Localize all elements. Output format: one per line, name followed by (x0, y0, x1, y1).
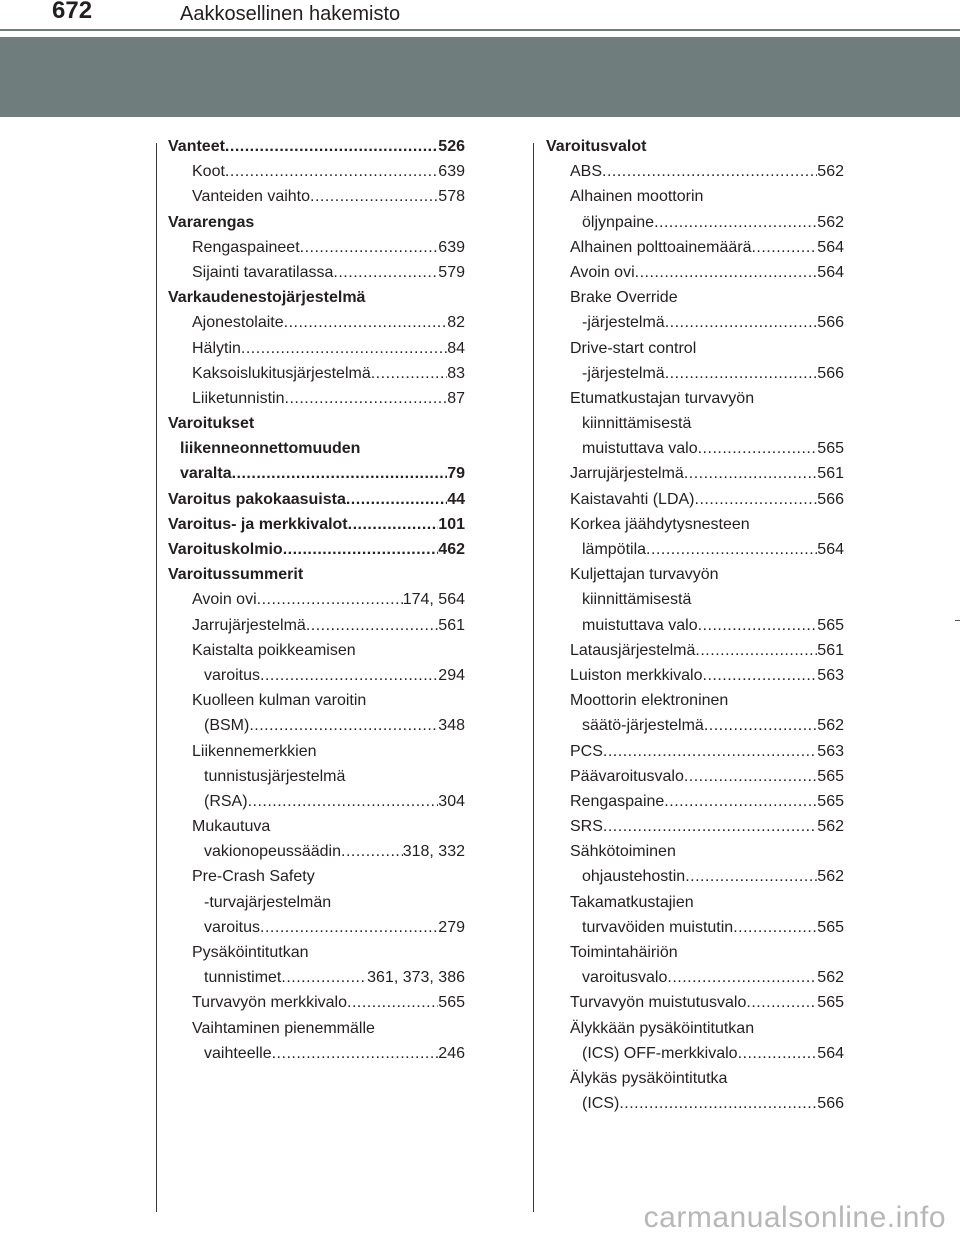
index-entry (168, 285, 465, 310)
dot-leader (225, 159, 438, 184)
index-entry (168, 764, 465, 789)
entry-page: 79 (447, 465, 465, 483)
entry-page: 562 (817, 818, 844, 836)
entry-page: 462 (438, 541, 465, 558)
entry-label: Koot (192, 163, 225, 181)
dot-leader (272, 1041, 439, 1066)
index-entry (546, 1066, 844, 1091)
index-entry (168, 739, 465, 764)
entry-label: Drive-start control (570, 339, 697, 357)
index-entry (168, 663, 465, 688)
dot-leader (684, 461, 817, 486)
entry-label: Rengaspaine (570, 792, 665, 810)
dot-leader (257, 587, 403, 612)
entry-label: tunnistimet (204, 969, 282, 987)
index-entry (546, 663, 844, 688)
dot-leader (225, 134, 438, 159)
dot-leader (654, 210, 817, 235)
entry-page: 562 (817, 163, 844, 181)
dot-leader (260, 915, 438, 940)
index-entry (546, 864, 844, 889)
entry-label: Vanteiden vaihto (192, 188, 311, 206)
entry-label: vakionopeussäädin (204, 843, 341, 861)
index-entry (168, 159, 465, 184)
entry-label: muistuttava valo (582, 440, 698, 458)
right-index-column (546, 134, 846, 1116)
dot-leader (704, 713, 817, 738)
entry-page: 294 (438, 666, 465, 684)
entry-label: liikenneonnettomuuden (180, 440, 361, 458)
entry-label: öljynpaine (582, 213, 655, 231)
entry-page: 565 (817, 440, 844, 458)
entry-page: 562 (817, 717, 844, 735)
entry-page: 565 (817, 792, 844, 810)
dot-leader (684, 764, 817, 789)
entry-label: varoitus (204, 918, 261, 936)
left-index-column (168, 134, 468, 1066)
index-entry (168, 537, 465, 562)
dot-leader (667, 965, 817, 990)
index-entry (168, 436, 465, 461)
dot-leader (348, 512, 439, 537)
index-entry (168, 990, 465, 1015)
index-entry (168, 487, 465, 512)
dot-leader (665, 310, 818, 335)
dot-leader (284, 310, 448, 335)
dot-leader (347, 990, 438, 1015)
entry-page: 174, 564 (402, 591, 465, 609)
entry-label: varalta (180, 465, 232, 483)
entry-page: 561 (817, 641, 844, 659)
index-entry (546, 210, 844, 235)
entry-label: Turvavyön muistutusvalo (570, 994, 747, 1012)
entry-label: Kaistavahti (LDA) (570, 490, 695, 508)
entry-page: 566 (817, 314, 844, 332)
index-entry (168, 210, 465, 235)
index-entry (546, 336, 844, 361)
entry-page: 101 (438, 515, 465, 533)
index-entry (168, 386, 465, 411)
entry-label: (ICS) (582, 1095, 620, 1113)
dot-leader (603, 739, 817, 764)
dot-leader (346, 487, 447, 512)
index-entry (546, 890, 844, 915)
section-title: Aakkosellinen hakemisto (180, 3, 401, 25)
entry-page: 526 (438, 138, 465, 155)
entry-page: 565 (817, 767, 844, 785)
entry-label: Varoitusvalot (546, 138, 647, 155)
index-entry (168, 915, 465, 940)
entry-label: Alhainen polttoainemäärä (570, 238, 752, 256)
dot-leader (341, 839, 403, 864)
dot-leader (333, 260, 438, 285)
entry-label: varoitusvalo (582, 969, 668, 987)
dot-leader (371, 361, 447, 386)
entry-label: Ajonestolaite (192, 314, 284, 332)
entry-page: 565 (438, 994, 465, 1012)
dot-leader (241, 336, 447, 361)
entry-label: Moottorin elektroninen (570, 692, 729, 710)
entry-page: 578 (438, 188, 465, 206)
entry-label: Etumatkustajan turvavyön (570, 389, 755, 407)
header-banner (0, 37, 960, 117)
entry-label: Varoitukset (168, 415, 255, 433)
dot-leader (738, 1041, 818, 1066)
index-entry (546, 461, 844, 486)
entry-label: Vararengas (168, 213, 255, 231)
entry-page: 639 (438, 238, 465, 256)
entry-page: 579 (438, 263, 465, 281)
entry-page: 246 (438, 1044, 465, 1062)
entry-page: 562 (817, 213, 844, 231)
dot-leader (603, 814, 817, 839)
index-entry (168, 587, 465, 612)
dot-leader (698, 613, 818, 638)
entry-label: turvavöiden muistutin (582, 918, 734, 936)
index-entry (546, 613, 844, 638)
dot-leader (619, 1091, 817, 1116)
entry-page: 561 (438, 616, 465, 634)
index-entry (546, 764, 844, 789)
index-entry (168, 789, 465, 814)
index-entry (546, 990, 844, 1015)
entry-page: 561 (817, 465, 844, 483)
index-entry (168, 512, 465, 537)
dot-leader (698, 436, 818, 461)
dot-leader (695, 487, 818, 512)
index-entry (546, 260, 844, 285)
index-entry (546, 965, 844, 990)
index-entry (168, 638, 465, 663)
index-entry (546, 184, 844, 209)
index-entry (168, 184, 465, 209)
entry-label: tunnistusjärjestelmä (204, 767, 346, 785)
entry-page: 562 (817, 969, 844, 987)
index-entry (546, 814, 844, 839)
entry-label: Älykkään pysäköintitutkan (570, 1019, 755, 1037)
entry-label: Jarrujärjestelmä (192, 616, 306, 634)
entry-label: Alhainen moottorin (570, 188, 704, 206)
entry-page: 564 (817, 238, 844, 256)
index-entry (546, 839, 844, 864)
entry-page: 564 (817, 1044, 844, 1062)
entry-label: Vaihtaminen pienemmälle (192, 1019, 375, 1037)
index-entry (546, 562, 844, 587)
entry-label: Päävaroitusvalo (570, 767, 684, 785)
entry-label: Kaistalta poikkeamisen (192, 641, 356, 659)
entry-label: Avoin ovi (570, 263, 635, 281)
entry-page: 562 (817, 868, 844, 886)
page-number: 672 (52, 0, 93, 24)
index-entry (546, 310, 844, 335)
index-entry (168, 562, 465, 587)
index-entry (546, 915, 844, 940)
entry-label: Hälytin (192, 339, 241, 357)
entry-label: Varoitus pakokaasuista (168, 490, 346, 508)
entry-label: kiinnittämisestä (582, 591, 692, 609)
entry-page: 564 (817, 263, 844, 281)
index-entry (168, 688, 465, 713)
entry-label: -järjestelmä (582, 364, 665, 382)
entry-label: Brake Override (570, 289, 678, 307)
entry-page: 84 (447, 339, 465, 357)
entry-label: Vanteet (168, 138, 225, 155)
index-entry (168, 361, 465, 386)
index-entry (546, 789, 844, 814)
index-entry (168, 890, 465, 915)
index-entry (546, 235, 844, 260)
entry-label: Varoitus- ja merkkivalot (168, 515, 348, 533)
entry-label: Varoitussummerit (168, 566, 304, 584)
dot-leader (283, 537, 439, 562)
entry-page: 44 (447, 490, 465, 508)
entry-label: Sähkötoiminen (570, 843, 676, 861)
entry-label: Korkea jäähdytysnesteen (570, 515, 750, 533)
dot-leader (703, 663, 818, 688)
entry-page: 304 (438, 792, 465, 810)
index-entry (168, 461, 465, 486)
dot-leader (300, 235, 439, 260)
entry-label: muistuttava valo (582, 616, 698, 634)
entry-label: (ICS) OFF-merkkivalo (582, 1044, 738, 1062)
entry-page: 565 (817, 918, 844, 936)
dot-leader (635, 260, 818, 285)
index-entry (546, 386, 844, 411)
index-entry (546, 361, 844, 386)
index-entry (168, 310, 465, 335)
entry-page: 82 (447, 314, 465, 332)
dot-leader (248, 789, 439, 814)
index-entry (546, 713, 844, 738)
left-column-rule (156, 143, 157, 1212)
entry-label: Kuljettajan turvavyön (570, 566, 719, 584)
dot-leader (664, 789, 817, 814)
entry-page: 565 (817, 616, 844, 634)
entry-label: (BSM) (204, 717, 250, 735)
entry-page: 639 (438, 163, 465, 181)
index-entry (168, 965, 465, 990)
entry-label: Varkaudenestojärjestelmä (168, 289, 366, 307)
entry-label: PCS (570, 742, 603, 760)
index-entry (168, 260, 465, 285)
index-entry (546, 1091, 844, 1116)
entry-label: -turvajärjestelmän (204, 893, 332, 911)
index-entry (546, 537, 844, 562)
entry-label: (RSA) (204, 792, 248, 810)
entry-label: kiinnittämisestä (582, 415, 692, 433)
entry-label: varoitus (204, 666, 261, 684)
index-entry (168, 1016, 465, 1041)
entry-label: Rengaspaineet (192, 238, 300, 256)
entry-label: Turvavyön merkkivalo (192, 994, 348, 1012)
entry-page: 83 (447, 364, 465, 382)
entry-label: Pysäköintitutkan (192, 944, 309, 961)
dot-leader (746, 990, 817, 1015)
header-rule (0, 29, 960, 31)
entry-label: Kuolleen kulman varoitin (192, 692, 367, 710)
entry-page: 566 (817, 364, 844, 382)
index-entry (168, 411, 465, 436)
margin-tick (955, 620, 960, 621)
index-entry (168, 814, 465, 839)
entry-label: ABS (570, 163, 603, 181)
entry-label: Sijainti tavaratilassa (192, 263, 334, 281)
index-entry (546, 688, 844, 713)
index-entry (168, 336, 465, 361)
entry-label: Takamatkustajien (570, 893, 694, 911)
dot-leader (232, 461, 448, 486)
right-column-rule (533, 143, 534, 1212)
index-entry (546, 512, 844, 537)
index-entry (168, 713, 465, 738)
entry-label: Kaksoislukitusjärjestelmä (192, 364, 371, 382)
entry-label: SRS (570, 818, 603, 836)
entry-label: Liikennemerkkien (192, 742, 317, 760)
index-entry (546, 436, 844, 461)
entry-page: 348 (438, 717, 465, 735)
index-entry (168, 864, 465, 889)
index-entry (168, 1041, 465, 1066)
dot-leader (751, 235, 817, 260)
entry-page: 564 (817, 541, 844, 558)
dot-leader (733, 915, 817, 940)
entry-label: Varoituskolmio (168, 541, 283, 558)
entry-label: Liiketunnistin (192, 389, 285, 407)
entry-label: Avoin ovi (192, 591, 257, 609)
dot-leader (602, 159, 817, 184)
index-entry (546, 411, 844, 436)
entry-label: Pre-Crash Safety (192, 868, 315, 886)
entry-page: 361, 373, 386 (367, 969, 465, 987)
dot-leader (260, 663, 438, 688)
entry-label: säätö-järjestelmä (582, 717, 704, 735)
index-entry (546, 487, 844, 512)
index-entry (546, 134, 844, 159)
index-entry (546, 940, 844, 965)
index-entry (546, 285, 844, 310)
dot-leader (285, 386, 448, 411)
entry-label: Luiston merkkivalo (570, 666, 703, 684)
index-entry (546, 1041, 844, 1066)
index-entry (546, 1016, 844, 1041)
entry-page: 565 (817, 994, 844, 1012)
index-entry (168, 134, 465, 159)
entry-label: Älykäs pysäköintitutka (570, 1069, 728, 1087)
index-entry (168, 940, 465, 965)
dot-leader (695, 638, 817, 663)
dot-leader (685, 864, 817, 889)
dot-leader (306, 613, 438, 638)
entry-page: 279 (438, 918, 465, 936)
entry-page: 87 (447, 389, 465, 407)
entry-label: Toimintahäiriön (570, 944, 678, 961)
index-entry (168, 839, 465, 864)
entry-label: Jarrujärjestelmä (570, 465, 684, 483)
index-entry (546, 739, 844, 764)
dot-leader (665, 361, 818, 386)
entry-label: Mukautuva (192, 818, 271, 836)
entry-page: 563 (817, 742, 844, 760)
entry-label: Latausjärjestelmä (570, 641, 696, 659)
index-entry (546, 587, 844, 612)
index-entry (168, 613, 465, 638)
dot-leader (310, 184, 438, 209)
dot-leader (249, 713, 438, 738)
entry-label: lämpötila (582, 541, 647, 558)
watermark: carmanualsonline.info (643, 1201, 946, 1234)
dot-leader (646, 537, 817, 562)
entry-page: 566 (817, 1095, 844, 1113)
entry-label: ohjaustehostin (582, 868, 686, 886)
index-entry (546, 159, 844, 184)
entry-label: -järjestelmä (582, 314, 665, 332)
entry-page: 318, 332 (402, 843, 465, 861)
dot-leader (281, 965, 367, 990)
entry-label: vaihteelle (204, 1044, 272, 1062)
entry-page: 563 (817, 666, 844, 684)
index-entry (546, 638, 844, 663)
index-entry (168, 235, 465, 260)
entry-page: 566 (817, 490, 844, 508)
